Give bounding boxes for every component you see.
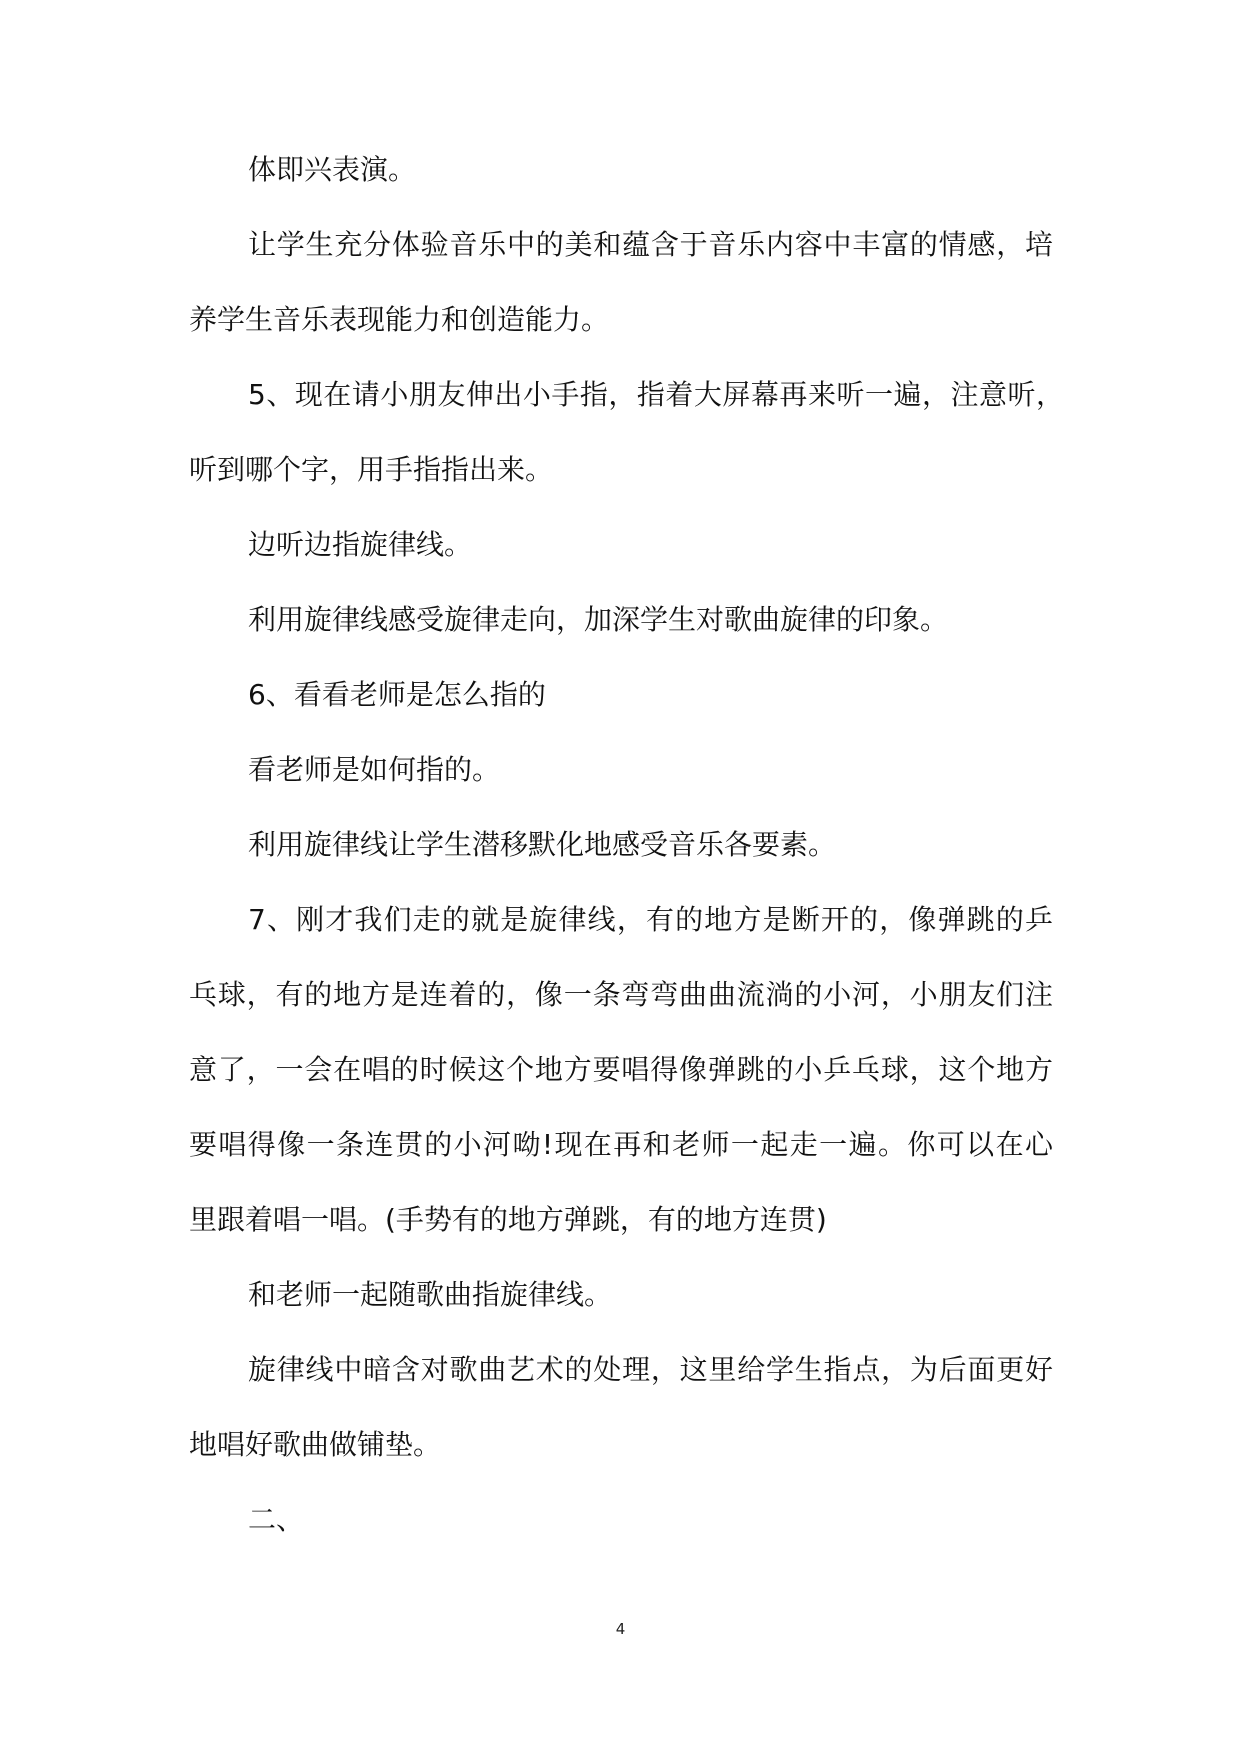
text-line-4: 5、现在请小朋友伸出小手指，指着大屏幕再来听一遍，注意听， xyxy=(248,378,1064,411)
page-number: 4 xyxy=(615,1620,626,1638)
text-line-7: 利用旋律线感受旋律走向，加深学生对歌曲旋律的印象。 xyxy=(248,603,949,636)
text-line-6: 边听边指旋律线。 xyxy=(248,528,473,561)
text-line-11: 7、刚才我们走的就是旋律线，有的地方是断开的，像弹跳的乒 xyxy=(248,903,1053,936)
text-line-5: 听到哪个字，用手指指出来。 xyxy=(189,453,554,486)
text-line-18: 地唱好歌曲做铺垫。 xyxy=(189,1428,442,1461)
text-line-17: 旋律线中暗含对歌曲艺术的处理，这里给学生指点，为后面更好 xyxy=(248,1353,1053,1386)
text-line-14: 要唱得像一条连贯的小河呦!现在再和老师一起走一遍。你可以在心 xyxy=(189,1128,1053,1161)
text-line-12: 乓球，有的地方是连着的，像一条弯弯曲曲流淌的小河，小朋友们注 xyxy=(189,978,1053,1011)
text-line-9: 看老师是如何指的。 xyxy=(248,753,501,786)
text-line-13: 意了，一会在唱的时候这个地方要唱得像弹跳的小乒乓球，这个地方 xyxy=(189,1053,1053,1086)
text-line-10: 利用旋律线让学生潜移默化地感受音乐各要素。 xyxy=(248,828,837,861)
text-line-19: 二、 xyxy=(248,1503,305,1536)
text-line-16: 和老师一起随歌曲指旋律线。 xyxy=(248,1278,613,1311)
text-line-8: 6、看看老师是怎么指的 xyxy=(248,678,546,711)
text-line-15: 里跟着唱一唱。(手势有的地方弹跳，有的地方连贯) xyxy=(189,1203,827,1236)
text-line-3: 养学生音乐表现能力和创造能力。 xyxy=(189,303,610,336)
text-line-1: 体即兴表演。 xyxy=(248,153,417,186)
text-line-2: 让学生充分体验音乐中的美和蕴含于音乐内容中丰富的情感，培 xyxy=(248,228,1053,261)
